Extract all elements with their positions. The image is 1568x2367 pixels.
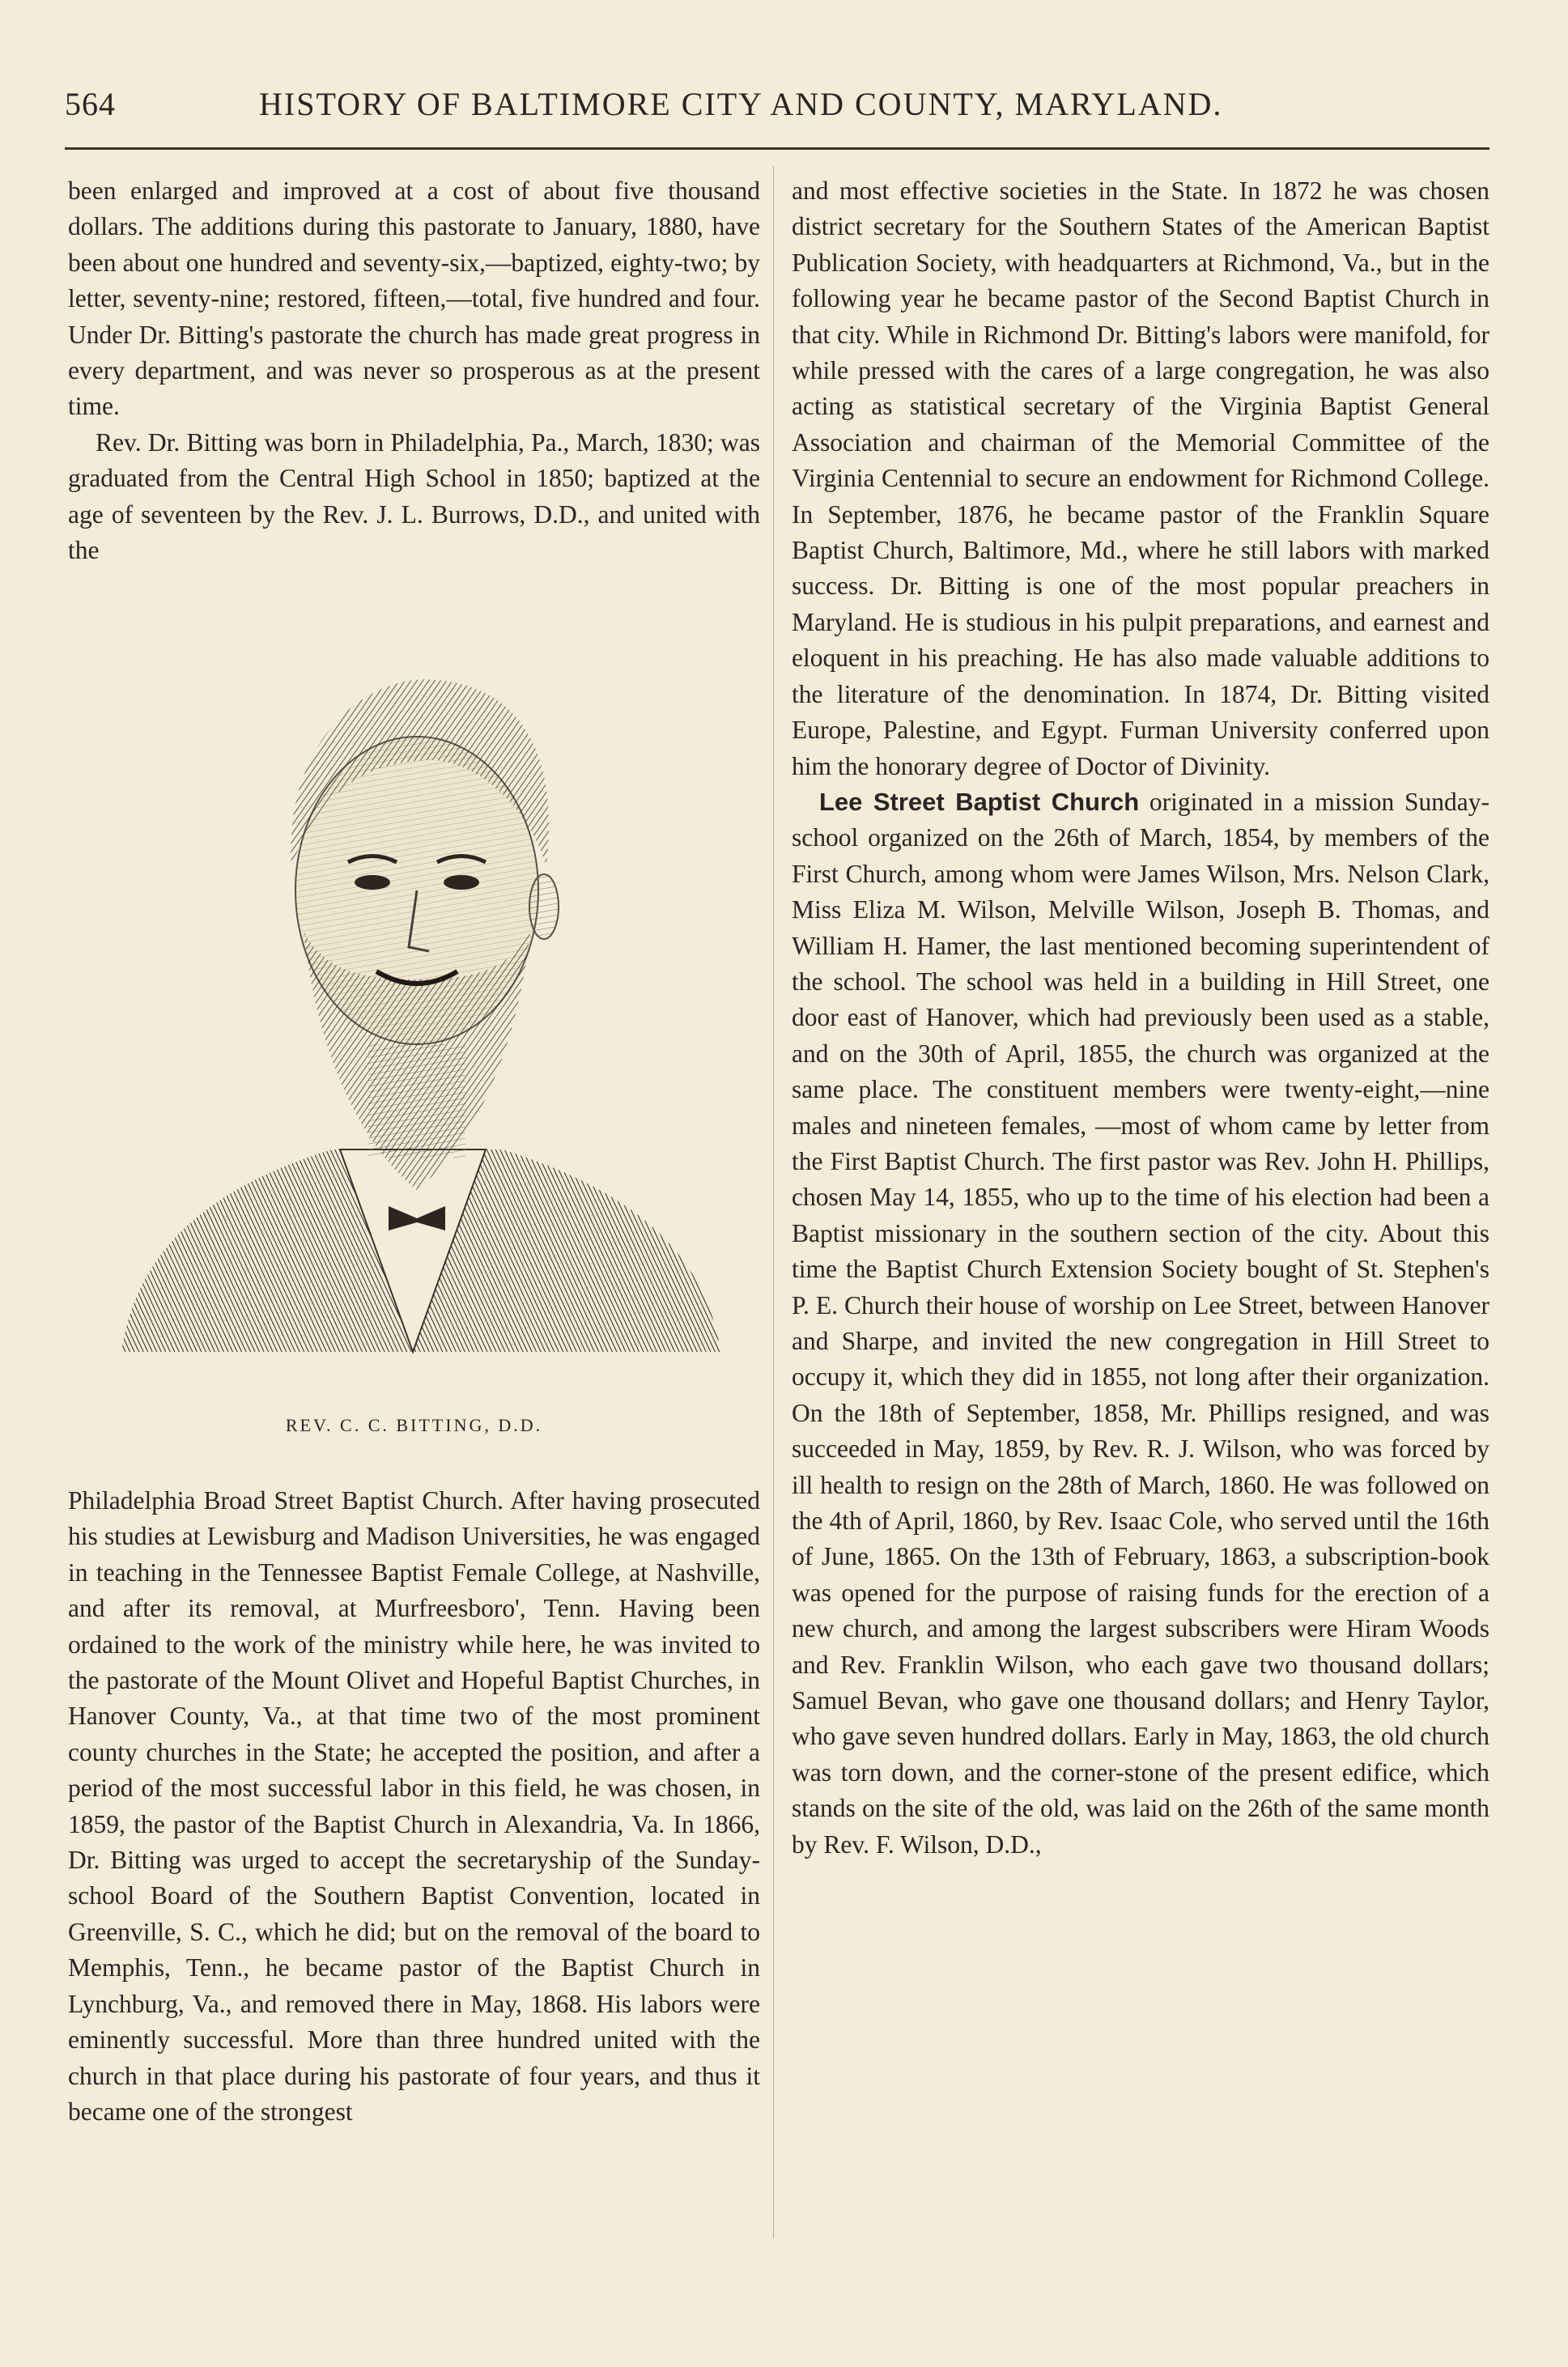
left-column-top — [68, 173, 760, 568]
paragraph-bitting-birth: Rev. Dr. Bitting was born in Philadelphia, Pa., March, 1830; was graduated from the Central High School in 1850; baptized at the age of seventeen by the Rev. J. L. Burrows, D.D., and united with the — [68, 427, 760, 565]
portrait-illustration — [89, 623, 745, 1400]
running-title: HISTORY OF BALTIMORE CITY AND COUNTY, MARYLAND. — [259, 86, 1223, 122]
column-divider — [773, 166, 774, 2238]
paragraph-lee-street — [792, 784, 1489, 1863]
paragraph-lee-street-body: originated in a mission Sunday-school organized on the 26th of March, 1854, by members of the First Church, among whom were James Wilson, Mrs. Nelson Clark, Miss Eliza M. Wilson, Melville Wilson, Joseph B. Thomas, and William H. Hamer, the last mentioned becoming superintendent of the school. The school was held in a building in Hill Street, one door east of Hanover, which had previously been used as a stable, and on the 30th of April, 1855, the church was organized at the same place. The constituent members were twenty-eight,—nine males and nineteen females, —most of whom came by letter from the First Baptist Church. The first pastor was Rev. John H. Phillips, chosen May 14, 1855, who up to the time of his election had been a Baptist missionary in the southern section of the city. About this time the Baptist Church Extension Society bought of St. Stephen's P. E. Church their house of worship on Lee Street, between Hanover and Sharpe, and invited the new congregation in Hill Street to occupy it, which they did in 1855, not long after their organization. On the 18th of September, 1858, Mr. Phillips resigned, and was succeeded in May, 1859, by Rev. R. J. Wilson, who was forced by ill health to resign on the 28th of March, 1860. He was followed on the 4th of April, 1860, by Rev. Isaac Cole, who served until the 16th of June, 1865. On the 13th of February, 1863, a subscription-book was opened for the purpose of raising funds for the erection of a new church, and among the largest subscribers were Hiram Woods and Rev. Franklin Wilson, who each gave two thousand dollars; Samuel Bevan, who gave one thousand dollars; and Henry Taylor, who gave seven hundred dollars. Early in May, 1863, the old church was torn down, and the corner-stone of the present edifice, which stands on the site of the old, was laid on the 26th of the same month by Rev. F. Wilson, D.D., — [792, 787, 1489, 1859]
page-header — [65, 85, 1489, 134]
paragraph-richmond: and most effective societies in the State. In 1872 he was chosen district secretary for the Southern States of the American Baptist Publication Society, with headquarters at Richmond, Va., but in the following year he became pastor of the Second Baptist Church in that city. While in Richmond Dr. Bitting's labors were manifold, for while pressed with the cares of a large congregation, he was also acting as statistical secretary of the Virginia Baptist General Association and chairman of the Memorial Committee of the Virginia Centennial to secure an endowment for Richmond College. In September, 1876, he became pastor of the Franklin Square Baptist Church, Baltimore, Md., where he still labors with marked success. Dr. Bitting is one of the most popular preachers in Maryland. He is studious in his pulpit preparations, and earnest and eloquent in his preaching. He has also made valuable additions to the literature of the denomination. In 1874, Dr. Bitting visited Europe, Palestine, and Egypt. Furman University conferred upon him the honorary degree of Doctor of Divinity. — [792, 176, 1489, 780]
right-column — [792, 173, 1489, 1863]
paragraph-career: Philadelphia Broad Street Baptist Church. After having prosecuted his studies at Lewisburg and Madison Universities, he was engaged in teaching in the Tennessee Baptist Female College, at Nashville, and after its removal, at Murfreesboro', Tenn. Having been ordained to the work of the ministry while here, he was invited to the pastorate of the Mount Olivet and Hopeful Baptist Churches, in Hanover County, Va., at that time two of the most prominent county churches in the State; he accepted the position, and after a period of the most successful labor in this field, he was chosen, in 1859, the pastor of the Baptist Church in Alexandria, Va. In 1866, Dr. Bitting was urged to accept the secretaryship of the Sunday-school Board of the Southern Baptist Convention, located in Greenville, S. C., which he did; but on the removal of the board to Memphis, Tenn., he became pastor of the Baptist Church in Lynchburg, Va., and removed there in May, 1868. His labors were eminently successful. More than three hundred united with the church in that place during his pastorate of four years, and thus it became one of the strongest — [68, 1486, 760, 2126]
section-heading-lee-street: Lee Street Baptist Church — [819, 787, 1140, 816]
paragraph-enlargement: been enlarged and improved at a cost of about five thousand dollars. The additions during this pastorate to January, 1880, have been about one hundred and seventy-six,—baptized, eighty-two; by letter, seventy-nine; restored, fifteen,—total, five hundred and four. Under Dr. Bitting's pastorate the church has made great progress in every department, and was never so prosperous as at the present time. — [68, 176, 760, 421]
figure-caption: REV. C. C. BITTING, D.D. — [285, 1415, 543, 1435]
header-rule — [65, 147, 1489, 150]
page-number: 564 — [65, 86, 116, 122]
portrait-engraving — [89, 623, 745, 1400]
left-column-bottom — [68, 1483, 760, 2130]
